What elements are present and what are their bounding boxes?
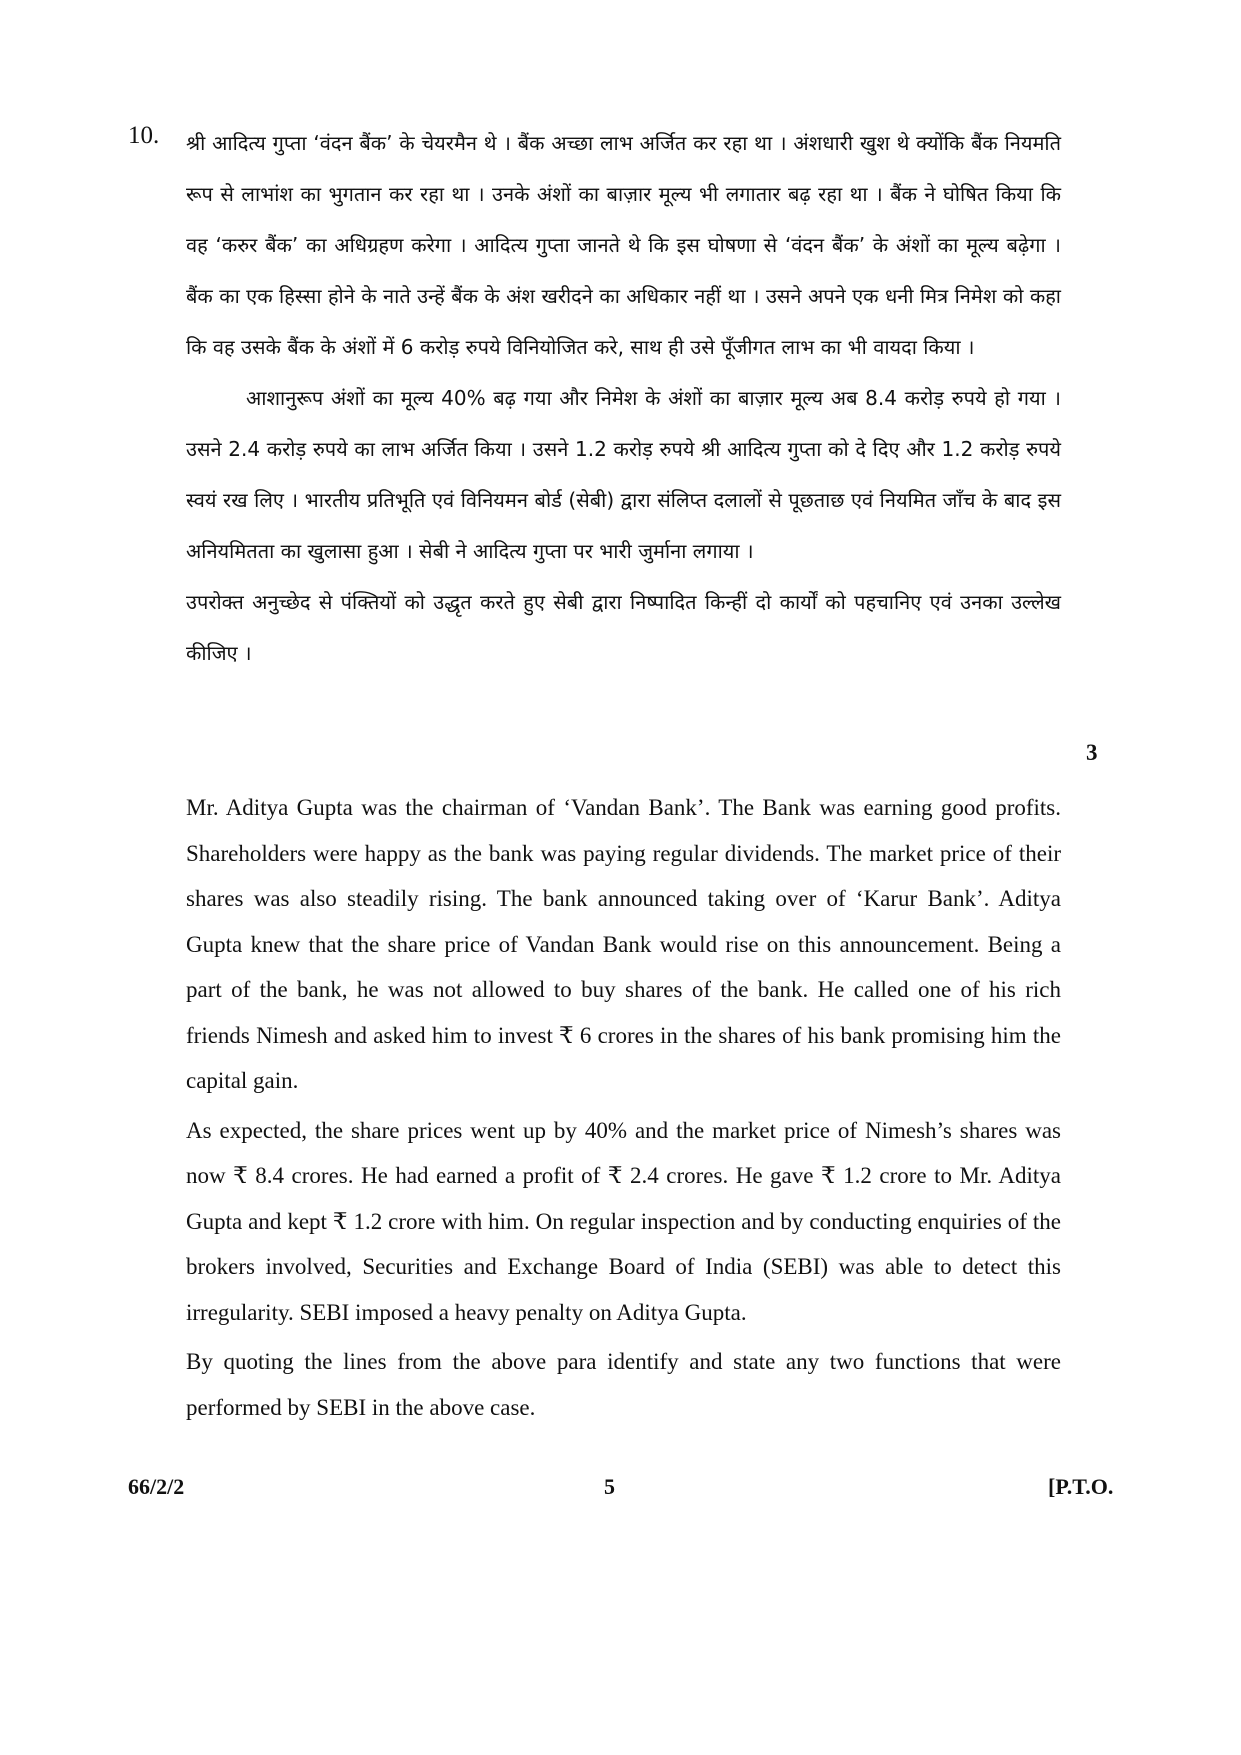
page-number: 5 [604,1474,615,1499]
paper-code: 66/2/2 [128,1474,185,1499]
english-question-prompt: By quoting the lines from the above para identify and state any two functions that were performed by SEBI in the above case. [186,1349,1061,1420]
english-paragraph-1: Mr. Aditya Gupta was the chairman of ‘Vandan Bank’. The Bank was earning good profits. Shareholders were happy as the bank was paying regular dividends. The market price of their shares was also steadily rising. The bank announced taking over of ‘Karur Bank’. Aditya Gupta knew that the share price of Vandan Bank would rise on this announcement. Being a part of the bank, he was not allowed to buy shares of the bank. He called one of his rich friends Nimesh and asked him to invest ₹ 6 crores in the shares of his bank promising him the capital gain. [186,795,1061,1093]
english-question-block [186,785,1061,1430]
hindi-question-prompt: उपरोक्त अनुच्छेद से पंक्तियों को उद्धृत करते हुए सेबी द्वारा निष्पादित किन्हीं दो कार्यों को पहचानिए एवं उनका उल्लेख कीजिए । [186,590,1061,665]
hindi-paragraph-2: आशानुरूप अंशों का मूल्य 40% बढ़ गया और निमेश के अंशों का बाज़ार मूल्य अब 8.4 करोड़ रुपये हो गया । उसने 2.4 करोड़ रुपये का लाभ अर्जित किया । उसने 1.2 करोड़ रुपये श्री आदित्य गुप्ता को दे दिए और 1.2 करोड़ रुपये स्वयं रख लिए । भारतीय प्रतिभूति एवं विनियमन बोर्ड (सेबी) द्वारा संलिप्त दलालों से पूछताछ एवं नियमित जाँच के बाद इस अनियमितता का खुलासा हुआ । सेबी ने आदित्य गुप्ता पर भारी जुर्माना लगाया । [186,386,1061,563]
marks-label: 3 [1086,740,1098,765]
pto-label: [P.T.O. [1048,1474,1114,1499]
question-number: 10. [128,122,160,149]
hindi-paragraph-1: श्री आदित्य गुप्ता ‘वंदन बैंक’ के चेयरमैन थे । बैंक अच्छा लाभ अर्जित कर रहा था । अंशधारी खुश थे क्योंकि बैंक नियमति रूप से लाभांश का भुगतान कर रहा था । उनके अंशों का बाज़ार मूल्य भी लगातार बढ़ रहा था । बैंक ने घोषित किया कि वह ‘करुर बैंक’ का अधिग्रहण करेगा । आदित्य गुप्ता जानते थे कि इस घोषणा से ‘वंदन बैंक’ के अंशों का मूल्य बढ़ेगा । बैंक का एक हिस्सा होने के नाते उन्हें बैंक के अंश खरीदने का अधिकार नहीं था । उसने अपने एक धनी मित्र निमेश को कहा कि वह उसके बैंक के अंशों में 6 करोड़ रुपये विनियोजित करे, साथ ही उसे पूँजीगत लाभ का भी वायदा किया । [186,131,1061,359]
english-paragraph-2: As expected, the share prices went up by 40% and the market price of Nimesh’s shares was now ₹ 8.4 crores. He had earned a profit of ₹ 2.4 crores. He gave ₹ 1.2 crore to Mr. Aditya Gupta and kept ₹ 1.2 crore with him. On regular inspection and by conducting enquiries of the brokers involved, Securities and Exchange Board of India (SEBI) was able to detect this irregularity. SEBI imposed a heavy penalty on Aditya Gupta. [186,1117,1061,1325]
hindi-question-block [186,118,1061,679]
